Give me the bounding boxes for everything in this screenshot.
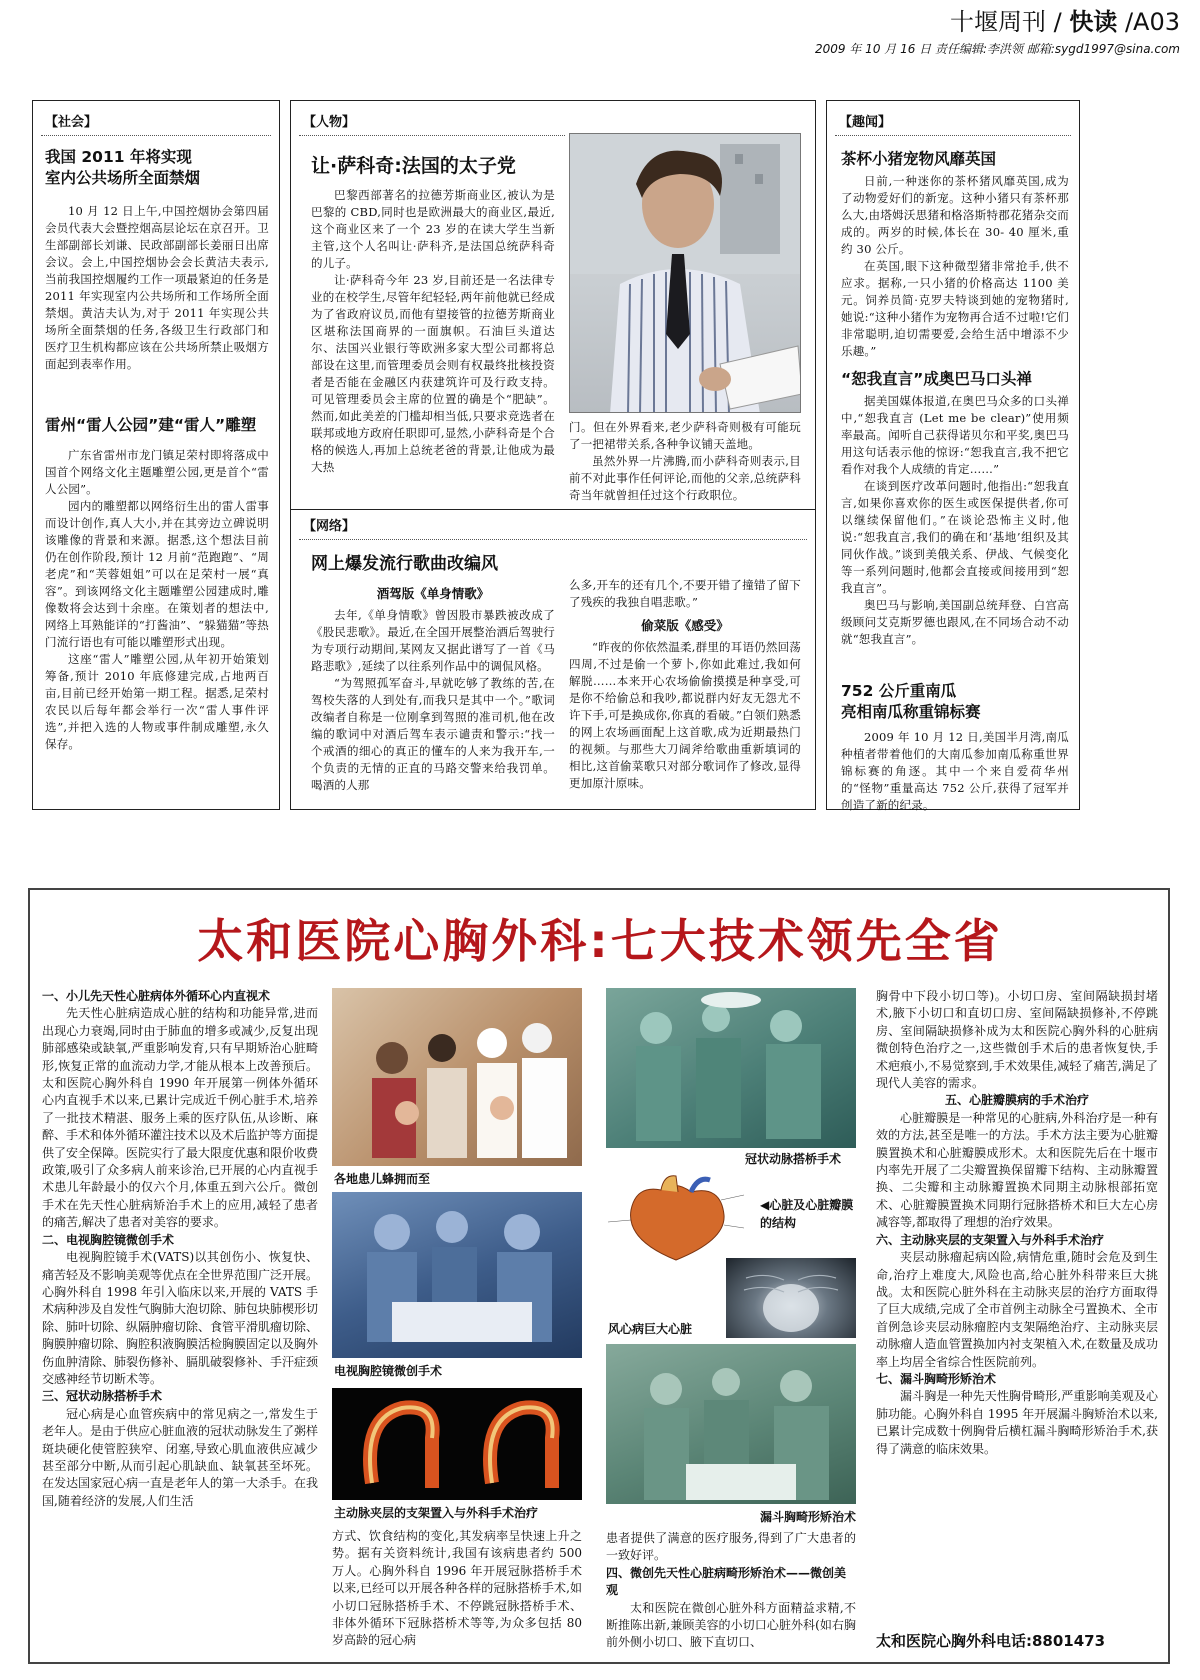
- people-box: [290, 100, 816, 810]
- teacup-pig-body: 日前,一种迷你的茶杯猪风靡英国,成为了动物爱好们的新宠。这种小猪只有茶杯那么大,由塔姆沃思猪和格洛斯特郡花猪杂交而成的。两岁的时候,体长在 30- 40 厘米,重约 30 公斤。 在英国,眼下这种微型猪非常抢手,供不应求。据称,一只小猪的价格高达 1100 美元。饲养员简·克罗夫特谈到她的宠物猪时,她说:“这种小猪作为宠物再合适不过啦!它们非常聪明,迫切需要爱,会给生活中增添不少乐趣。”: [841, 174, 1069, 358]
- sculpture-park-body: 广东省雷州市龙门镇足荣村即将落成中国首个网络文化主题雕塑公园,更是首个“雷人公园”。 园内的雕塑都以网络衍生出的雷人雷事而设计创作,真人大小,并在其旁边立碑说明该雕像的背景和来源。据悉,这个想法目前仍在创作阶段,预计 12 月前“范跑跑”、“周老虎”和“芙蓉姐姐”可以在足荣村一展“真容”。到该网络文化主题雕塑公园建成时,雕像数将会达到十余座。在策划者的想法中,网络上耳熟能详的“打酱油”、“躲猫猫”等热门流行语也有可能以雕塑形式出现。 这座“雷人”雕塑公园,从年初开始策划筹备,预计 2010 年底修建完成,占地两百亩,目前已经开始第一期工程。据悉,足荣村农民以后每年都会举行一次“雷人事件评选”,并把入选的人物或事件制成雕塑,永久保存。: [45, 448, 269, 751]
- smoking-ban-title: 我国 2011 年将实现 室内公共场所全面禁烟: [45, 148, 201, 187]
- masthead-info: 2009 年 10 月 16 日 责任编辑:李洪领 邮箱:sygd1997@sina.com: [815, 42, 1180, 56]
- portrait-photo: [569, 133, 801, 413]
- smoking-ban-body: 10 月 12 日上午,中国控烟协会第四届会员代表大会暨控烟高层论坛在京召开。卫生部副部长刘谦、民政部副部长姜丽日出席会议。会上,中国控烟协会会长黄洁夫表示,当前我国控烟履约工作一项最紧迫的任务是 2011 年实现室内公共场所和工作场所全面禁烟。黄洁夫认为,对于 2011 年实现公共场所全面禁烟的任务,各级卫生行政部门和医疗卫生机构都应该在公共场所禁止吸烟方面起到表率作用。: [45, 204, 269, 371]
- hospital-col-2: 方式、饮食结构的变化,其发病率呈快速上升之势。据有关资料统计,我国有该病患者约 500 万人。心胸外科自 1996 年开展冠脉搭桥手术以来,已经可以开展各种各样的冠脉搭桥手术,如小切口冠脉搭桥手术、不停跳冠脉搭桥手术、非体外循环下冠脉搭桥术等等,为众多包括 80 岁高龄的冠心病: [332, 1529, 582, 1648]
- section-name: 快读: [1069, 8, 1118, 36]
- caption-bypass: 冠状动脉搭桥手术: [745, 1152, 842, 1166]
- obama-body: 据美国媒体报道,在奥巴马众多的口头禅中,“恕我直言 (Let me be clear)”使用频率最高。闻听自己获得诺贝尔和平奖,奥巴马用这句话表示他的惊讶:“恕我直言,我不把它看作对我个人成绩的肯定……” 在谈到医疗改革问题时,他指出:“恕我直言,如果你喜欢你的医生或医保提供者,你可以继续保留他们。”在谈论恐怖主义时,他说:“恕我直言,我们的确在和‘基地’组织及其同伙作战。”谈到美俄关系、伊战、气候变化等一系列问题时,他都会直接或间接用到“恕我直言”。 奥巴马与影响,美国副总统拜登、白宫高级顾问艾克斯罗德也跟风,在不同场合动不动就“恕我直言”。: [841, 394, 1069, 646]
- pumpkin-title: 752 公斤重南瓜 亮相南瓜称重锦标赛: [841, 682, 981, 721]
- caption-funnel: 漏斗胸畸形矫治术: [760, 1510, 857, 1524]
- pumpkin-body: 2009 年 10 月 12 日,美国半月湾,南瓜种植者带着他们的大南瓜参加南瓜称重世界锦标赛的角逐。其中一个来自爱荷华州的“怪物”重量高达 752 公斤,获得了冠军并创造了新的纪录。: [841, 730, 1069, 812]
- obama-title: “恕我直言”成奥巴马口头禅: [841, 370, 1032, 388]
- hospital-col-3: 患者提供了满意的医疗服务,得到了广大患者的一致好评。 四、微创先天性心脏病畸形矫治术——微创美观 太和医院在微创心脏外科方面精益求精,不断推陈出新,兼顾美容的小切口心脏外科(如右胸前外侧小切口、腋下直切口、: [606, 1531, 856, 1650]
- sarkozy-body-left: 巴黎西部著名的拉德芳斯商业区,被认为是巴黎的 CBD,同时也是欧洲最大的商业区,最近,这个商业区来了一个 23 岁的在读大学生当新主管,这个人名叫让·萨科齐,是法国总统萨科奇的儿子。 让·萨科奇今年 23 岁,目前还是一名法律专业的在校学生,尽管年纪轻轻,两年前他就已经成为了省政府议员,而他有望接管的拉德芳斯商业区堪称法国商界的一面旗帜。石油巨头道达尔、法国兴业银行等欧洲多家大型公司都将总部设在这里,而管理委员会则有权最终批核投资者是否能在金融区内获建筑许可及行政支持。可见管理委员会主席的位置的确是个“肥缺”。然而,如此美差的门槛却相当低,只要求竞选者在联邦或地方政府任职即可,显然,小萨科奇是个合格的候选人,再加上总统老爸的背景,让他成为最大热: [311, 188, 555, 474]
- aortic-stent-photo: [332, 1388, 582, 1500]
- page-number: A03: [1133, 8, 1180, 36]
- teacup-pig-title: 茶杯小猪宠物风靡英国: [841, 150, 997, 168]
- society-box: [32, 100, 280, 810]
- caption-aortic: 主动脉夹层的支架置入与外科手术治疗: [334, 1506, 539, 1520]
- masthead-title: 十堰周刊 / 快读 /A03: [949, 8, 1180, 36]
- heart-diagram: [606, 1170, 746, 1270]
- hospital-col-1: 一、小儿先天性心脏病体外循环心内直视术 先天性心脏病造成心脏的结构和功能异常,进而出现心力衰竭,同时由于肺血的增多或减少,反复出现肺部感染或缺氧,严重影响发育,只有早期矫治心脏畸形,恢复正常的血流动力学,才能从根本上改善预后。太和医院心胸外科自 1990 年开展第一例体外循环心内直视手术以来,已累计完成近千例心脏手术,培养了一批技术精湛、服务上乘的医疗队伍,从诊断、麻醉、手术和体外循环灌注技术以及术后监护等方面提供了安全保障。医院实行了最大限度优惠和限价收费政策,吸引了众多病人前来诊治,已开展的心内直视手术患儿年龄最小的仅六个月,体重五到六公斤。微创手术在先天性心脏病矫治手术上的应用,减轻了患者的痛苦,解决了患者对美容的要求。 二、电视胸腔镜微创手术 电视胸腔镜手术(VATS)以其创伤小、恢复快、痛苦轻及不影响美观等优点在全世界范围广泛开展。心胸外科自 1998 年引入临床以来,开展的 VATS 手术病种涉及自发性气胸肺大泡切除、肺包块肺楔形切除、肺叶切除、纵隔肿瘤切除、食管平滑肌瘤切除、胸膜肿瘤切除、胸腔积液胸膜活检胸膜固定以及胸外伤血肿清除、肺裂伤修补、膈肌破裂修补、手汗症颈交感神经节切断术等。 三、冠状动脉搭桥手术 冠心病是心血管疾病中的常见病之一,常发生于老年人。是由于供应心脏血液的冠状动脉发生了粥样斑块硬化使管腔狭窄、闭塞,导致心肌血液供应减少甚至部分中断,从而引起心肌缺血、缺氧甚至坏死。在发达国家冠心病一直是老年人的第一大杀手。在我国,随着经济的发展,人们生活: [42, 989, 319, 1508]
- hospital-title: 太和医院心胸外科:七大技术领先全省: [197, 914, 1003, 968]
- sculpture-park-title: 雷州“雷人公园”建“雷人”雕塑: [45, 416, 257, 434]
- caption-thoracoscopy: 电视胸腔镜微创手术: [334, 1364, 443, 1378]
- song-parody-body-right: 么多,开车的还有几个,不要开错了撞错了留下了残疾的我独自唱悲歌。” 偷菜版《感受》 “昨夜的你依然温柔,群里的耳语仍然回荡四周,不过是偷一个萝卜,你如此难过,我如何解脱……本来开心农场偷偷摸摸是种享受,可是你不给偷总和我吵,都说群内好友无怨尤不许下手,可是换成你,你真的看破。”白领们熟悉的网上农场画面配上这首歌,成为近期最热门的视频。与那些大刀阔斧给歌曲重新填词的相比,这首偷菜歌只对部分歌词作了修改,显得更加原汁原味。: [569, 578, 801, 790]
- caption-xray: 风心病巨大心脏: [608, 1322, 693, 1336]
- xray-photo: [726, 1258, 856, 1338]
- sarkozy-title: 让·萨科奇:法国的太子党: [311, 155, 516, 177]
- thoracoscopy-photo: [332, 1192, 582, 1358]
- caption-children: 各地患儿蜂拥而至: [334, 1172, 431, 1186]
- paper-name: 十堰周刊: [949, 8, 1046, 36]
- bypass-surgery-photo: [606, 988, 856, 1148]
- section-tag-people: 【人物】: [303, 115, 356, 130]
- song-parody-body-left: 酒驾版《单身情歌》 去年,《单身情歌》曾因股市暴跌被改成了《股民悲歌》。最近,在全国开展整治酒后驾驶行为专项行动期间,某网友又据此谱写了一首《马路悲歌》,延续了以往系列作品中的调侃风格。 “为驾照孤军奋斗,早就吃够了教练的苦,在驾校失落的人到处有,而我只是其中一个。”歌词改编者自称是一位刚拿到驾照的准司机,他在改编的歌词中对酒后驾车表示谴责和警示:“找一个戒酒的细心的真正的懂车的人来为我开车,一个负责的无情的正直的马路交警来给我罚单。喝酒的人那: [311, 586, 555, 792]
- masthead: [740, 8, 1180, 57]
- fun-news-box: [826, 100, 1080, 810]
- section-tag-fun: 【趣闻】: [839, 115, 892, 130]
- hospital-col-4: 胸骨中下段小切口等)。小切口房、室间隔缺损封堵术,腋下小切口和直切口房、室间隔缺损修补,不停跳房、室间隔缺损修补成为太和医院心胸外科的心脏病微创特色治疗之一,这些微创手术后的患者恢复快,手术疤痕小,不易觉察到,手术效果佳,减轻了痛苦,满足了现代人美容的需求。 五、心脏瓣膜病的手术治疗 心脏瓣膜是一种常见的心脏病,外科治疗是一种有效的方法,甚至是唯一的方法。手术方法主要为心脏瓣膜置换术和心脏瓣膜成形术。太和医院先后在十堰市内率先开展了二尖瓣置换保留瓣下结构、主动脉瓣置换、二尖瓣和主动脉瓣置换术同期主动脉根部拓宽术、心脏瓣膜置换术同期行冠脉搭桥术和巨大左心房减容等,都取得了理想的治疗效果。 六、主动脉夹层的支架置入与外科手术治疗 夹层动脉瘤起病凶险,病情危重,随时会危及到生命,治疗上难度大,风险也高,给心脏外科带来巨大挑战。太和医院心脏外科在主动脉夹层的治疗方面取得了巨大成绩,完成了全市首例主动脉全弓置换术、全市首例急诊夹层动脉瘤腔内支架隔绝治疗、主动脉夹层动脉瘤人造血管置换加内衬支架植入术,在数量及成功率上均居全省综合性医院前列。 七、漏斗胸畸形矫治术 漏斗胸是一种先天性胸骨畸形,严重影响美观及心肺功能。心胸外科自 1995 年开展漏斗胸矫治术以来,已累计完成数十例胸骨后横杠漏斗胸畸形矫治手术,获得了满意的临床效果。: [876, 989, 1158, 1456]
- sarkozy-body-right: 门。但在外界看来,老少萨科奇则极有可能玩了一把裙带关系,各种争议铺天盖地。 虽然外界一片沸腾,而小萨科奇则表示,目前不对此事作任何评论,而他的父亲,总统萨科奇当年就曾担任过这个行政职位。: [569, 420, 801, 502]
- hospital-phone: 太和医院心胸外科电话:8801473: [876, 1632, 1106, 1650]
- caption-heart: ◀心脏及心脏瓣膜的结构: [760, 1198, 854, 1230]
- children-patients-photo: [332, 988, 582, 1166]
- section-tag-society: 【社会】: [45, 115, 98, 130]
- funnel-chest-photo: [606, 1344, 856, 1504]
- section-tag-internet: 【网络】: [303, 519, 356, 534]
- song-parody-title: 网上爆发流行歌曲改编风: [311, 554, 498, 574]
